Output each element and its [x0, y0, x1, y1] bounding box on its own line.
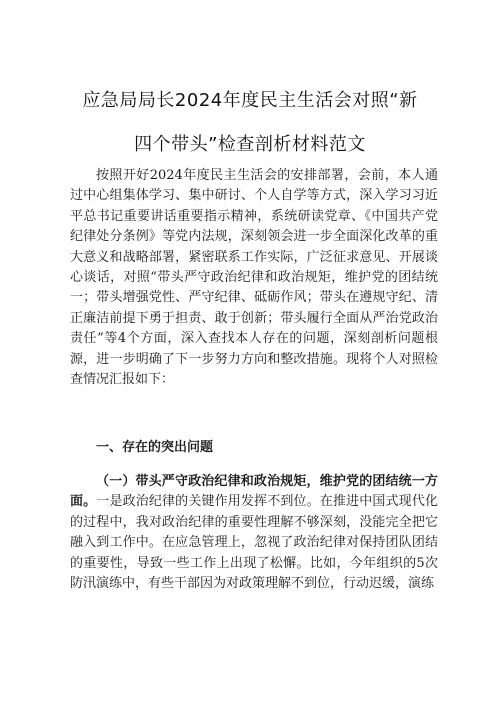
subsection-paragraph-1 [70, 472, 438, 594]
document-title-line-1: 应急局局长2024年度民主生活会对照“新 [82, 90, 418, 111]
subsection-heading-1: （一）带头严守政治纪律和政治规矩，维护党的团结统一方面。 [70, 474, 438, 510]
section-heading-1: 一、存在的突出问题 [96, 440, 214, 455]
subsection-body-1: 一是政治纪律的关键作用发挥不到位。在推进中国式现代化的过程中，我对政治纪律的重要性理解不够深刻，没能完全把它融入到工作中。在应急管理上，忽视了政治纪律对保持团队团结的重要性，导致一些工作上出现了松懈。比如，今年组织的5次防汛演练中，有些干部因为对政策理解不到位，行动迟缓，演练 [70, 494, 438, 592]
document-title-line-2: 四个带头”检查剖析材料范文 [134, 134, 366, 155]
intro-paragraph: 按照开好2024年度民主生活会的安排部署，会前，本人通过中心组集体学习、集中研讨、个人自学等方式，深入学习习近平总书记重要讲话重要指示精神，系统研读党章、《中国共产党纪律处分条例》等党内法规，深刻领会进一步全面深化改革的重大意义和战略部署，紧密联系工作实际，广泛征求意见、开展谈心谈话，对照“带头严守政治纪律和政治规矩，维护党的团结统一；带头增强党性、严守纪律、砥砺作风；带头在遵规守纪、清正廉洁前提下勇于担责、敢于创新；带头履行全面从严治党政治责任”等4个方面，深入查找本人存在的问题，深刻剖析问题根源，进一步明确了下一步努力方向和整改措施。现将个人对照检查情况汇报如下： [70, 168, 438, 388]
